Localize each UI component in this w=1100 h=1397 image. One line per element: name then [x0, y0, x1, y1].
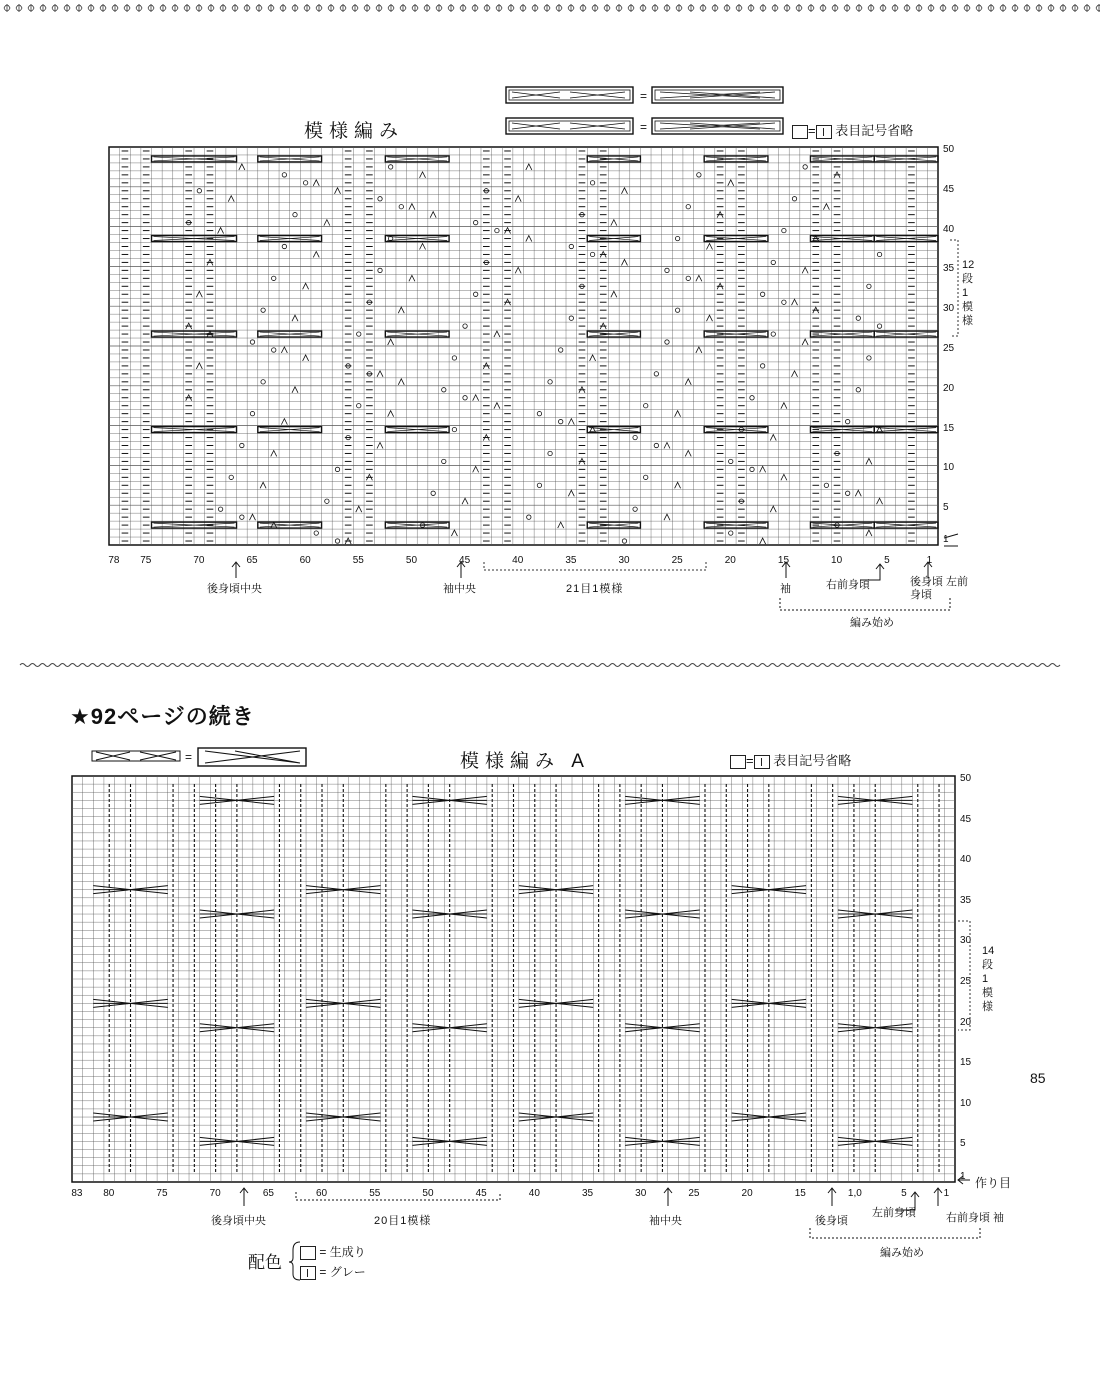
svg-text:=: = — [640, 120, 648, 134]
chart2-row-label: 20 — [960, 1016, 972, 1028]
chart2-col-label: 1,0 — [847, 1188, 862, 1199]
chart1-symbol-note: 表目記号省略 — [835, 123, 914, 138]
chart2-col-label: 40 — [528, 1188, 540, 1199]
chart2-col-label: 75 — [156, 1188, 168, 1199]
chart2-row-label: 5 — [960, 1138, 966, 1150]
chart1-col-label: 55 — [352, 555, 364, 566]
chart1-col-label: 50 — [405, 555, 418, 566]
color-item-1: = グレー — [300, 1263, 366, 1280]
chart2-col-label: 20 — [741, 1188, 753, 1199]
chart1-row-label: 10 — [943, 462, 955, 474]
chart2-row-label: 50 — [960, 773, 972, 785]
chart1-row-label: 50 — [943, 143, 955, 155]
chart2-col-label: 35 — [581, 1188, 594, 1199]
chart1-title: 模様編み — [304, 121, 405, 142]
chart2-symbol-note: 表目記号省略 — [773, 753, 852, 768]
chart1-col-label: 78 — [108, 555, 120, 566]
chart1-row-label: 40 — [943, 223, 955, 235]
svg-text:=: = — [185, 750, 193, 764]
chart1-row-label: 35 — [943, 263, 955, 275]
chart1-row-label: 45 — [943, 183, 955, 195]
chart1-col-label: 75 — [140, 555, 152, 566]
chart1-col-label: 45 — [459, 555, 471, 566]
chart1-col-label: 5 — [884, 555, 890, 566]
chart1-col-label: 40 — [512, 555, 524, 566]
chart1-col-label: 60 — [299, 555, 311, 566]
chart1-col-label: 65 — [246, 555, 258, 566]
chart2-col-label: 50 — [422, 1188, 434, 1199]
chart1-row-label: 25 — [943, 342, 955, 354]
chart1-col-label: 25 — [671, 555, 683, 566]
chart2-repeat-rows-text: 14段1模様 — [982, 945, 995, 1013]
chart2-right-front-sleeve: 右前身頃 袖 — [945, 1212, 1005, 1224]
chart2-cast-on: 作り目 — [975, 1176, 1012, 1190]
chart1-right-front: 右前身頃 — [826, 579, 870, 591]
color-scheme-label: 配色 — [248, 1253, 282, 1272]
chart1-row-label: 20 — [943, 382, 955, 394]
color-item-0-name: 生成り — [329, 1245, 366, 1259]
chart1-sleeve: 袖 — [780, 583, 791, 595]
color-item-1-name: グレー — [329, 1265, 366, 1279]
chart2-back: 後身頃 — [815, 1215, 848, 1227]
page-number: 85 — [1030, 1070, 1046, 1086]
chart2-col-label: 70 — [209, 1188, 221, 1199]
chart2-col-label: 60 — [316, 1188, 328, 1199]
chart1-symbol-legend: = 表目記号省略 — [792, 120, 913, 139]
chart1-back-center: 後身頃中央 — [207, 583, 262, 595]
section-title: ★92ページの続き — [70, 704, 255, 729]
chart2-row-label: 10 — [960, 1097, 972, 1109]
chart1-col-label: 15 — [777, 555, 790, 566]
chart2-row-label: 25 — [960, 976, 972, 988]
chart1-repeat-rows-text: 12段1模様 — [962, 259, 975, 327]
chart1-col-label: 20 — [724, 555, 736, 566]
chart2-col-label: 80 — [103, 1188, 115, 1199]
chart1-row-label: 1 — [943, 534, 949, 546]
chart2-row-label: 45 — [960, 813, 972, 825]
chart1-col-label: 70 — [193, 555, 205, 566]
chart2-left-front: 左前身頃 — [872, 1207, 916, 1219]
chart2-col-label: 55 — [369, 1188, 381, 1199]
chart1-sleeve-center: 袖中央 — [443, 583, 476, 595]
chart2-col-label: 45 — [475, 1188, 487, 1199]
chart2-col-label: 83 — [71, 1188, 83, 1199]
chart2-row-label: 15 — [960, 1057, 972, 1069]
chart1-col-label: 30 — [618, 555, 630, 566]
chart2-row-label: 1 — [960, 1170, 966, 1182]
chart2-symbol-legend: = 表目記号省略 — [730, 750, 851, 769]
chart2-col-label: 1 — [943, 1188, 950, 1199]
chart2-col-label: 15 — [794, 1188, 806, 1199]
chart1-row-label: 5 — [943, 502, 949, 514]
chart1-col-label: 10 — [831, 555, 843, 566]
chart2-row-label: 35 — [960, 894, 972, 906]
chart1-row-label: 15 — [943, 422, 955, 434]
chart2-repeat-cols-text: 20目1模様 — [374, 1215, 432, 1227]
chart1-row-label: 30 — [943, 303, 955, 315]
chart2-sleeve-center: 袖中央 — [649, 1215, 682, 1227]
chart2-row-label: 30 — [960, 935, 972, 947]
chart2-col-label: 5 — [901, 1188, 907, 1199]
chart2-row-label: 40 — [960, 854, 972, 866]
chart1-start: 編み始め — [850, 617, 894, 629]
chart1-col-label: 35 — [565, 555, 577, 566]
knit-bar-icon — [300, 1266, 316, 1280]
chart2-start: 編み始め — [880, 1247, 924, 1259]
chart1-back-left-front: 後身頃 左前身頃 — [910, 576, 969, 601]
chart2-col-label: 65 — [262, 1188, 274, 1199]
chart2-back-center: 後身頃中央 — [211, 1215, 266, 1227]
chart2-col-label: 30 — [635, 1188, 647, 1199]
chart2-col-label: 25 — [688, 1188, 700, 1199]
svg-text:=: = — [640, 89, 648, 103]
chart1-col-label: 1 — [926, 555, 933, 566]
chart2-title: 模様編み A — [460, 751, 590, 772]
color-item-0: = 生成り — [300, 1243, 366, 1260]
chart1-repeat-cols-text: 21目1模様 — [566, 583, 624, 595]
empty-square-icon — [300, 1246, 316, 1260]
